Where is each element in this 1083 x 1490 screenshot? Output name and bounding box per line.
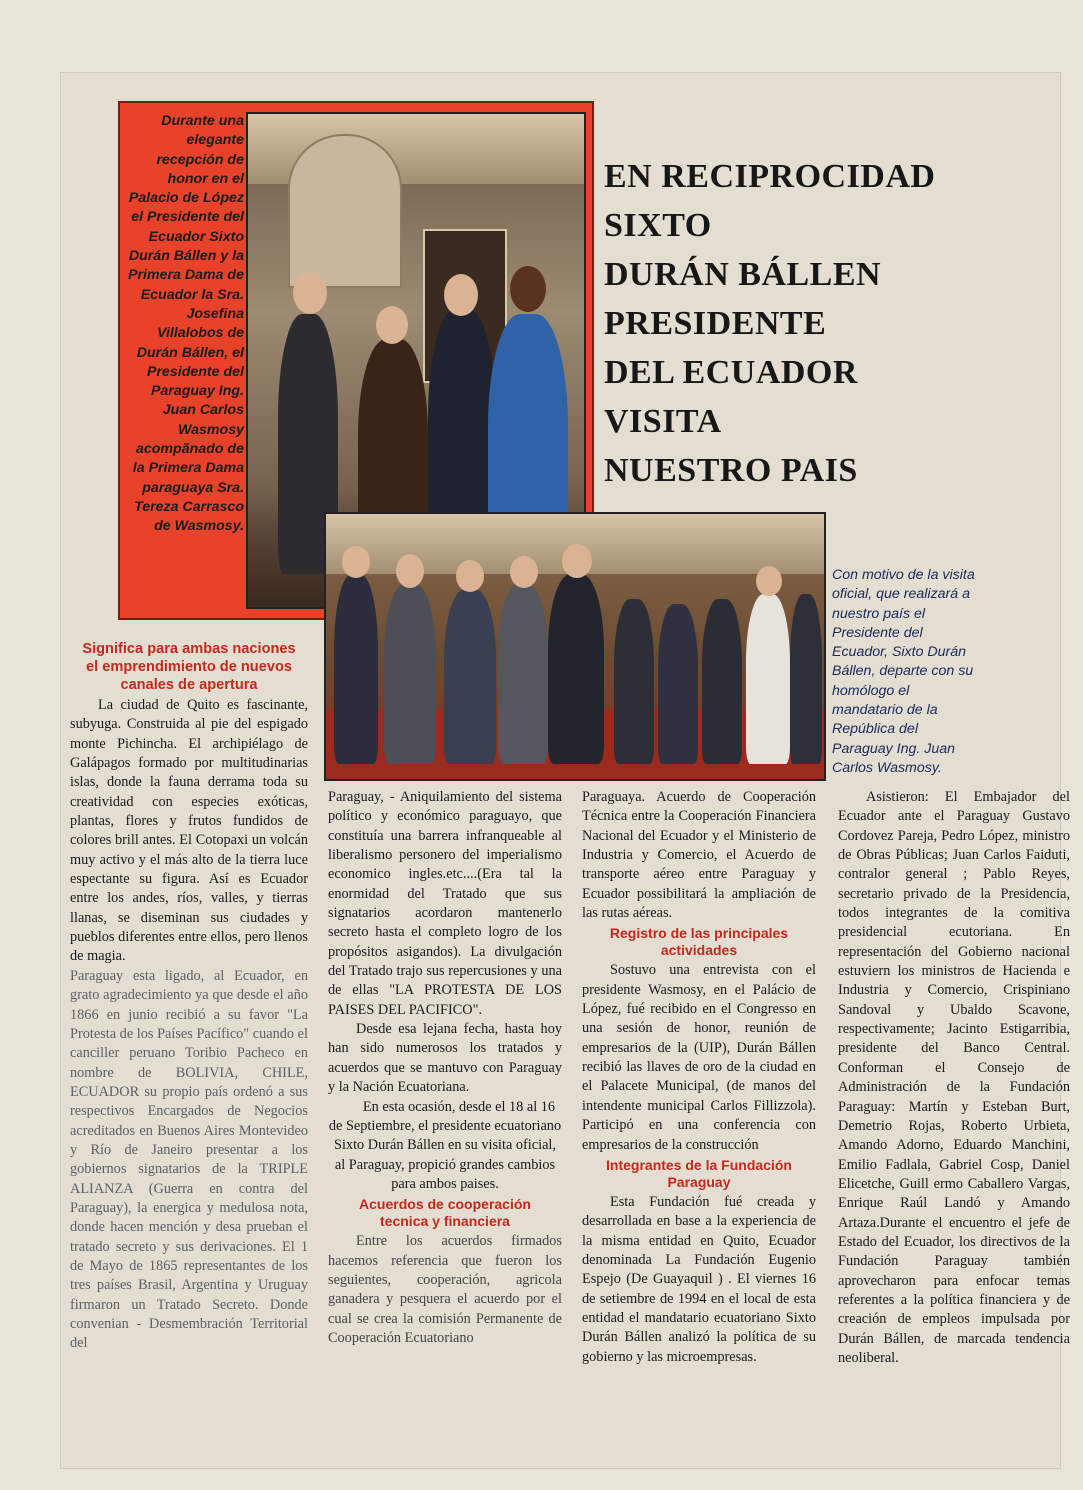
article-column-4: [838, 788, 1070, 1368]
article-column-2: [328, 788, 562, 1348]
section-heading-line: Paraguay: [667, 1173, 731, 1190]
figure-head: [562, 544, 592, 578]
section-heading-line: actividades: [660, 942, 738, 959]
paragraph: Paraguaya. Acuerdo de Cooperación Técnica entre la Cooperación Financiera Nacional del Ecuador y el Ministerio de Industria y Comercio, el Acuerdo de transporte aéreo entre Paraguay y Ecuador possibilitará la ampliación de las rutas aéreas.: [582, 789, 816, 922]
figure-head: [293, 272, 327, 314]
headline-line: SIXTO: [604, 207, 712, 244]
figure-head: [756, 566, 782, 596]
figure-head: [376, 306, 408, 344]
section-heading-registro: [582, 925, 816, 959]
headline-line: NUESTRO PAIS: [604, 452, 858, 489]
section-heading-apertura: [70, 640, 308, 694]
headline-line: DEL ECUADOR: [604, 354, 858, 391]
figure-head: [444, 274, 478, 316]
article-column-3: [582, 788, 816, 1367]
figure-guest: [384, 584, 436, 764]
figure-head: [342, 546, 370, 578]
figure-head: [510, 266, 546, 312]
figure-guest: [790, 594, 822, 764]
paragraph: Desde esa lejana fecha, hasta hoy han sido numerosos los tratados y acuerdos que se mantuvo con Paraguay y la Nación Ecuatoriana.: [328, 1021, 562, 1096]
photo-caption-group: Con motivo de la visita oficial, que realizará a nuestro país el Presidente del Ecuador, Sixto Durán Bállen, departe con su homólogo el mandatario de la República del Paraguay Ing. Juan Carlos Wasmosy.: [832, 567, 975, 776]
section-heading-line: canales de apertura: [120, 677, 258, 693]
headline-line: DURÁN BÁLLEN: [604, 256, 882, 293]
article-column-1: [70, 638, 308, 1354]
paragraph: Paraguay esta ligado, al Ecuador, en grato agradecimiento ya que desde el año 1866 en junio recibió a su favor "La Protesta de los Países Pacífico" cuando el canciller peruano Toribio Pacheco en nombre de BOLIVIA, CHILE, ECUADOR su propio país ordenó a sus respectivos Encargados de Negocios acreditados en Buenos Aires Montevideo y Río de Janeiro presentar a los gobiernos signatarios de la TRIPLE ALIANZA (Guerra en contra del Paraguay), la energica y medulosa nota, donde hacen mención y desa prueban el tratado secreto y sus derivaciones. El 1 de Mayo de 1865 representantes de los tres países Brasil, Argentina y Uruguay firmaron un Tratado Secreto. Donde convenian - Desmembración Territorial del: [70, 967, 308, 1352]
section-heading-acuerdos: [328, 1196, 562, 1230]
figure-guest: [444, 589, 496, 764]
headline-line: EN RECIPROCIDAD: [604, 158, 936, 195]
section-heading-line: el emprendimiento de nuevos: [86, 659, 292, 675]
paragraph: Esta Fundación fué creada y desarrollada en base a la experiencia de la misma entidad en Quito, Ecuador denominada La Fundación Eugenio Espejo (De Guayaquil ) . El viernes 16 de setiembre de 1994 en el local de esta entidad el mandatario ecuatoriano Sixto Durán Bállen analizó la política de su gobierno y las microempresas.: [582, 1193, 816, 1365]
figure-guest: [702, 599, 742, 764]
section-heading-line: Significa para ambas naciones: [82, 641, 296, 657]
section-heading-line: Registro de las principales: [609, 925, 789, 942]
paragraph: La ciudad de Quito es fascinante, subyuga. Construida al pie del espigado monte Pichincha. El archipiélago de Galápagos formado por multitudinarias islas, donde la fauna derrama toda su creatividad con especies exóticas, plantas, flores y frutos fundidos de colores brill antes. El Cotopaxi un volcán muy activo y el más alto de la tierra luce espectante su figura. Así es Ecuador entre los andes, ríos, valles, y tierras llanas, se diseminan sus ciudades y pueblos diferentes entre ellos, pero llenos de magia.: [70, 697, 308, 965]
paragraph: Sostuvo una entrevista con el presidente Wasmosy, en el Palácio de López, fué recibido en el Congresso en una sesión de honor, reunión de empresarios de la (UIP), Durán Bállen recibió las llaves de oro de la ciudad en el Palacete Municipal, (de manos del intendente municipal Carlos Fillizzola). Participó en una conferencia con empresarios de la construcción: [582, 962, 816, 1153]
figure-head: [396, 554, 424, 588]
paragraph: Entre los acuerdos firmados hacemos referencia que fueron los seguientes, cooperación, agricola ganadera y pesquera el acuerdo por el cual se crea la comisión Permanente de Cooperación Ecuatoriano: [328, 1233, 562, 1346]
paragraph: En esta ocasión, desde el 18 al 16 de Septiembre, el presidente ecuatoriano Sixto Durán Bállen en su visita oficial, al Paraguay, propició grandes cambios para ambos paises.: [328, 1098, 562, 1192]
headline: [604, 152, 1008, 495]
headline-line: PRESIDENTE: [604, 305, 827, 342]
photo-arch: [288, 134, 402, 288]
paragraph: Asistieron: El Embajador del Ecuador ante el Paraguay Gustavo Cordovez Pareja, Pedro López, ministro de Obras Públicas; Juan Carlos Faiduti, contralor general ; Pablo Reyes, secretario privado de la Presidencia, todos integrantes de la comitiva presidencial ecutoriana. En representación del Gobierno nacional estuviern los ministros de Hacienda e Industria y Comercio, Crispiniano Sandoval y Ubaldo Scavone, respectivamente; Jacinto Estigarribia, presidente del Banco Central. Conforman el Consejo de Administración de la Fundación Paraguay: Martín y Esteban Burt, Demetrio Rojas, Roberto Urbieta, Amando Adorno, Eduardo Manchini, Emilio Fadlala, Gabriel Cosp, Daniel Elicetche, Guill ermo Caballero Vargas, Enrique Raúl Landó y Amando Artaza.Durante el encuentro el jefe de Estado del Ecuador, los directivos de la Fundación Paraguay también aprovecharon para enfocar temas referentes a la política financiera y de creación de empleos impulsada por Durán Bállen, de marcada tendencia neoliberal.: [838, 789, 1070, 1366]
figure-president-ecuador: [498, 584, 548, 764]
figure-head: [456, 560, 484, 592]
headline-line: VISITA: [604, 403, 722, 440]
section-heading-line: Integrantes de la Fundación: [606, 1156, 792, 1173]
figure-head: [510, 556, 538, 588]
paragraph: Paraguay, - Aniquilamiento del sistema político y económico paraguayo, que constituía una barrera infranqueable al liberalismo personero del imperialismo economico ingles.etc....(Era tal la enormidad del Tratado que sus signatarios acordaron mantenerlo secreto hasta el completo logro de los propósitos asigandos). La divulgación del Tratado trajo sus repercusiones y una de ellas "LA PROTESTA DE LOS PAISES DEL PACIFICO".: [328, 789, 562, 1018]
photo-group: [324, 512, 826, 781]
figure-guest: [614, 599, 654, 764]
section-heading-line: Acuerdos de cooperación: [359, 1196, 531, 1213]
figure-guest: [658, 604, 698, 764]
figure-officer: [746, 594, 790, 764]
section-heading-line: tecnica y financiera: [380, 1213, 510, 1230]
section-heading-integrantes: [582, 1157, 816, 1191]
figure-president-paraguay: [548, 574, 604, 764]
photo-caption-reception: Durante una elegante recepción de honor en el Palacio de López el Presidente del Ecuador Sixto Durán Bállen y la Primera Dama de Ecuador la Sra. Josefina Villalobos de Durán Bállen, el Presidente del Paraguay Ing. Juan Carlos Wasmosy acompãnado de la Primera Dama paraguaya Sra. Tereza Carrasco de Wasmosy.: [128, 113, 244, 535]
figure-guest: [334, 574, 378, 764]
